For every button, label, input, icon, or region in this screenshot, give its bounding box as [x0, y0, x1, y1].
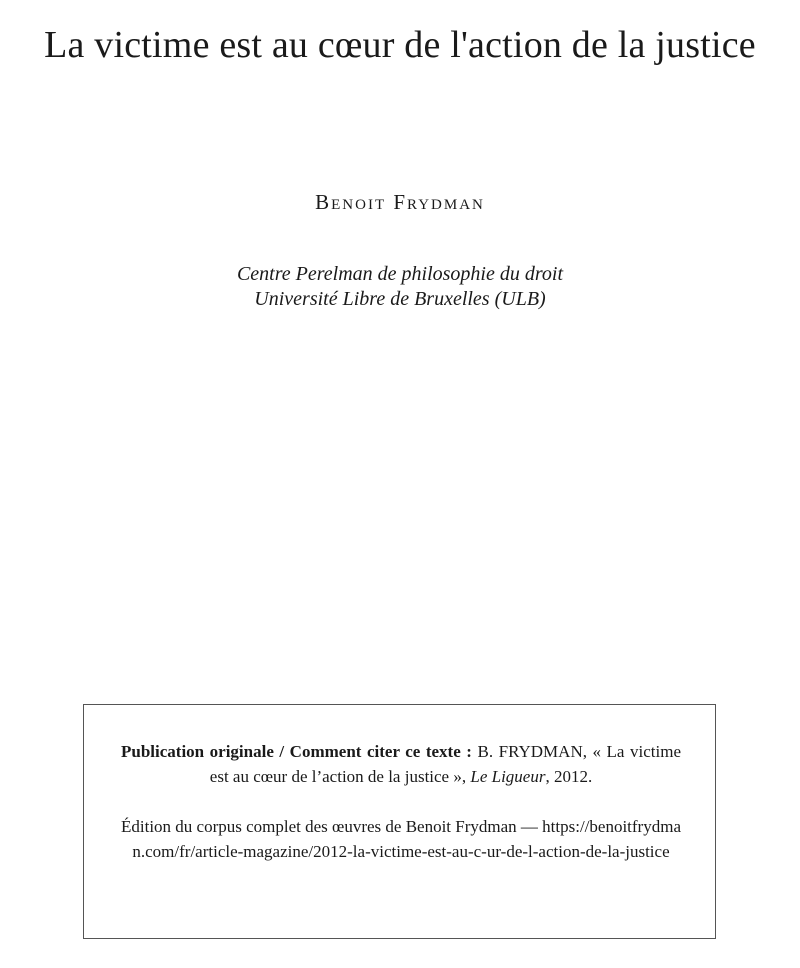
citation-year: , 2012. — [545, 767, 593, 786]
citation-box — [83, 704, 716, 939]
document-title: La victime est au cœur de l'action de la justice — [44, 24, 756, 66]
affiliation-line-2: Université Libre de Bruxelles (ULB) — [254, 288, 546, 310]
source-url-link[interactable]: https://benoitfrydman.com/fr/article-magazine/2012-la-victime-est-au-c-ur-de-l-action-de-la-justice — [132, 817, 681, 861]
edition-text: Édition du corpus complet des œuvres de Benoit Frydman — — [121, 817, 538, 836]
citation-reference: B. FRYDMAN, « La victime est au cœur de l’action de la justice », — [209, 742, 681, 786]
citation-label: Publication originale / Comment citer ce texte : — [121, 742, 472, 761]
citation-paragraph — [121, 739, 681, 789]
affiliation-line-1: Centre Perelman de philosophie du droit — [236, 263, 564, 285]
citation-journal: Le Ligueur — [470, 767, 546, 786]
author-name: Benoit Frydman — [315, 190, 485, 214]
affiliation — [0, 262, 800, 312]
edition-paragraph — [121, 814, 681, 864]
citation-content — [121, 739, 681, 864]
